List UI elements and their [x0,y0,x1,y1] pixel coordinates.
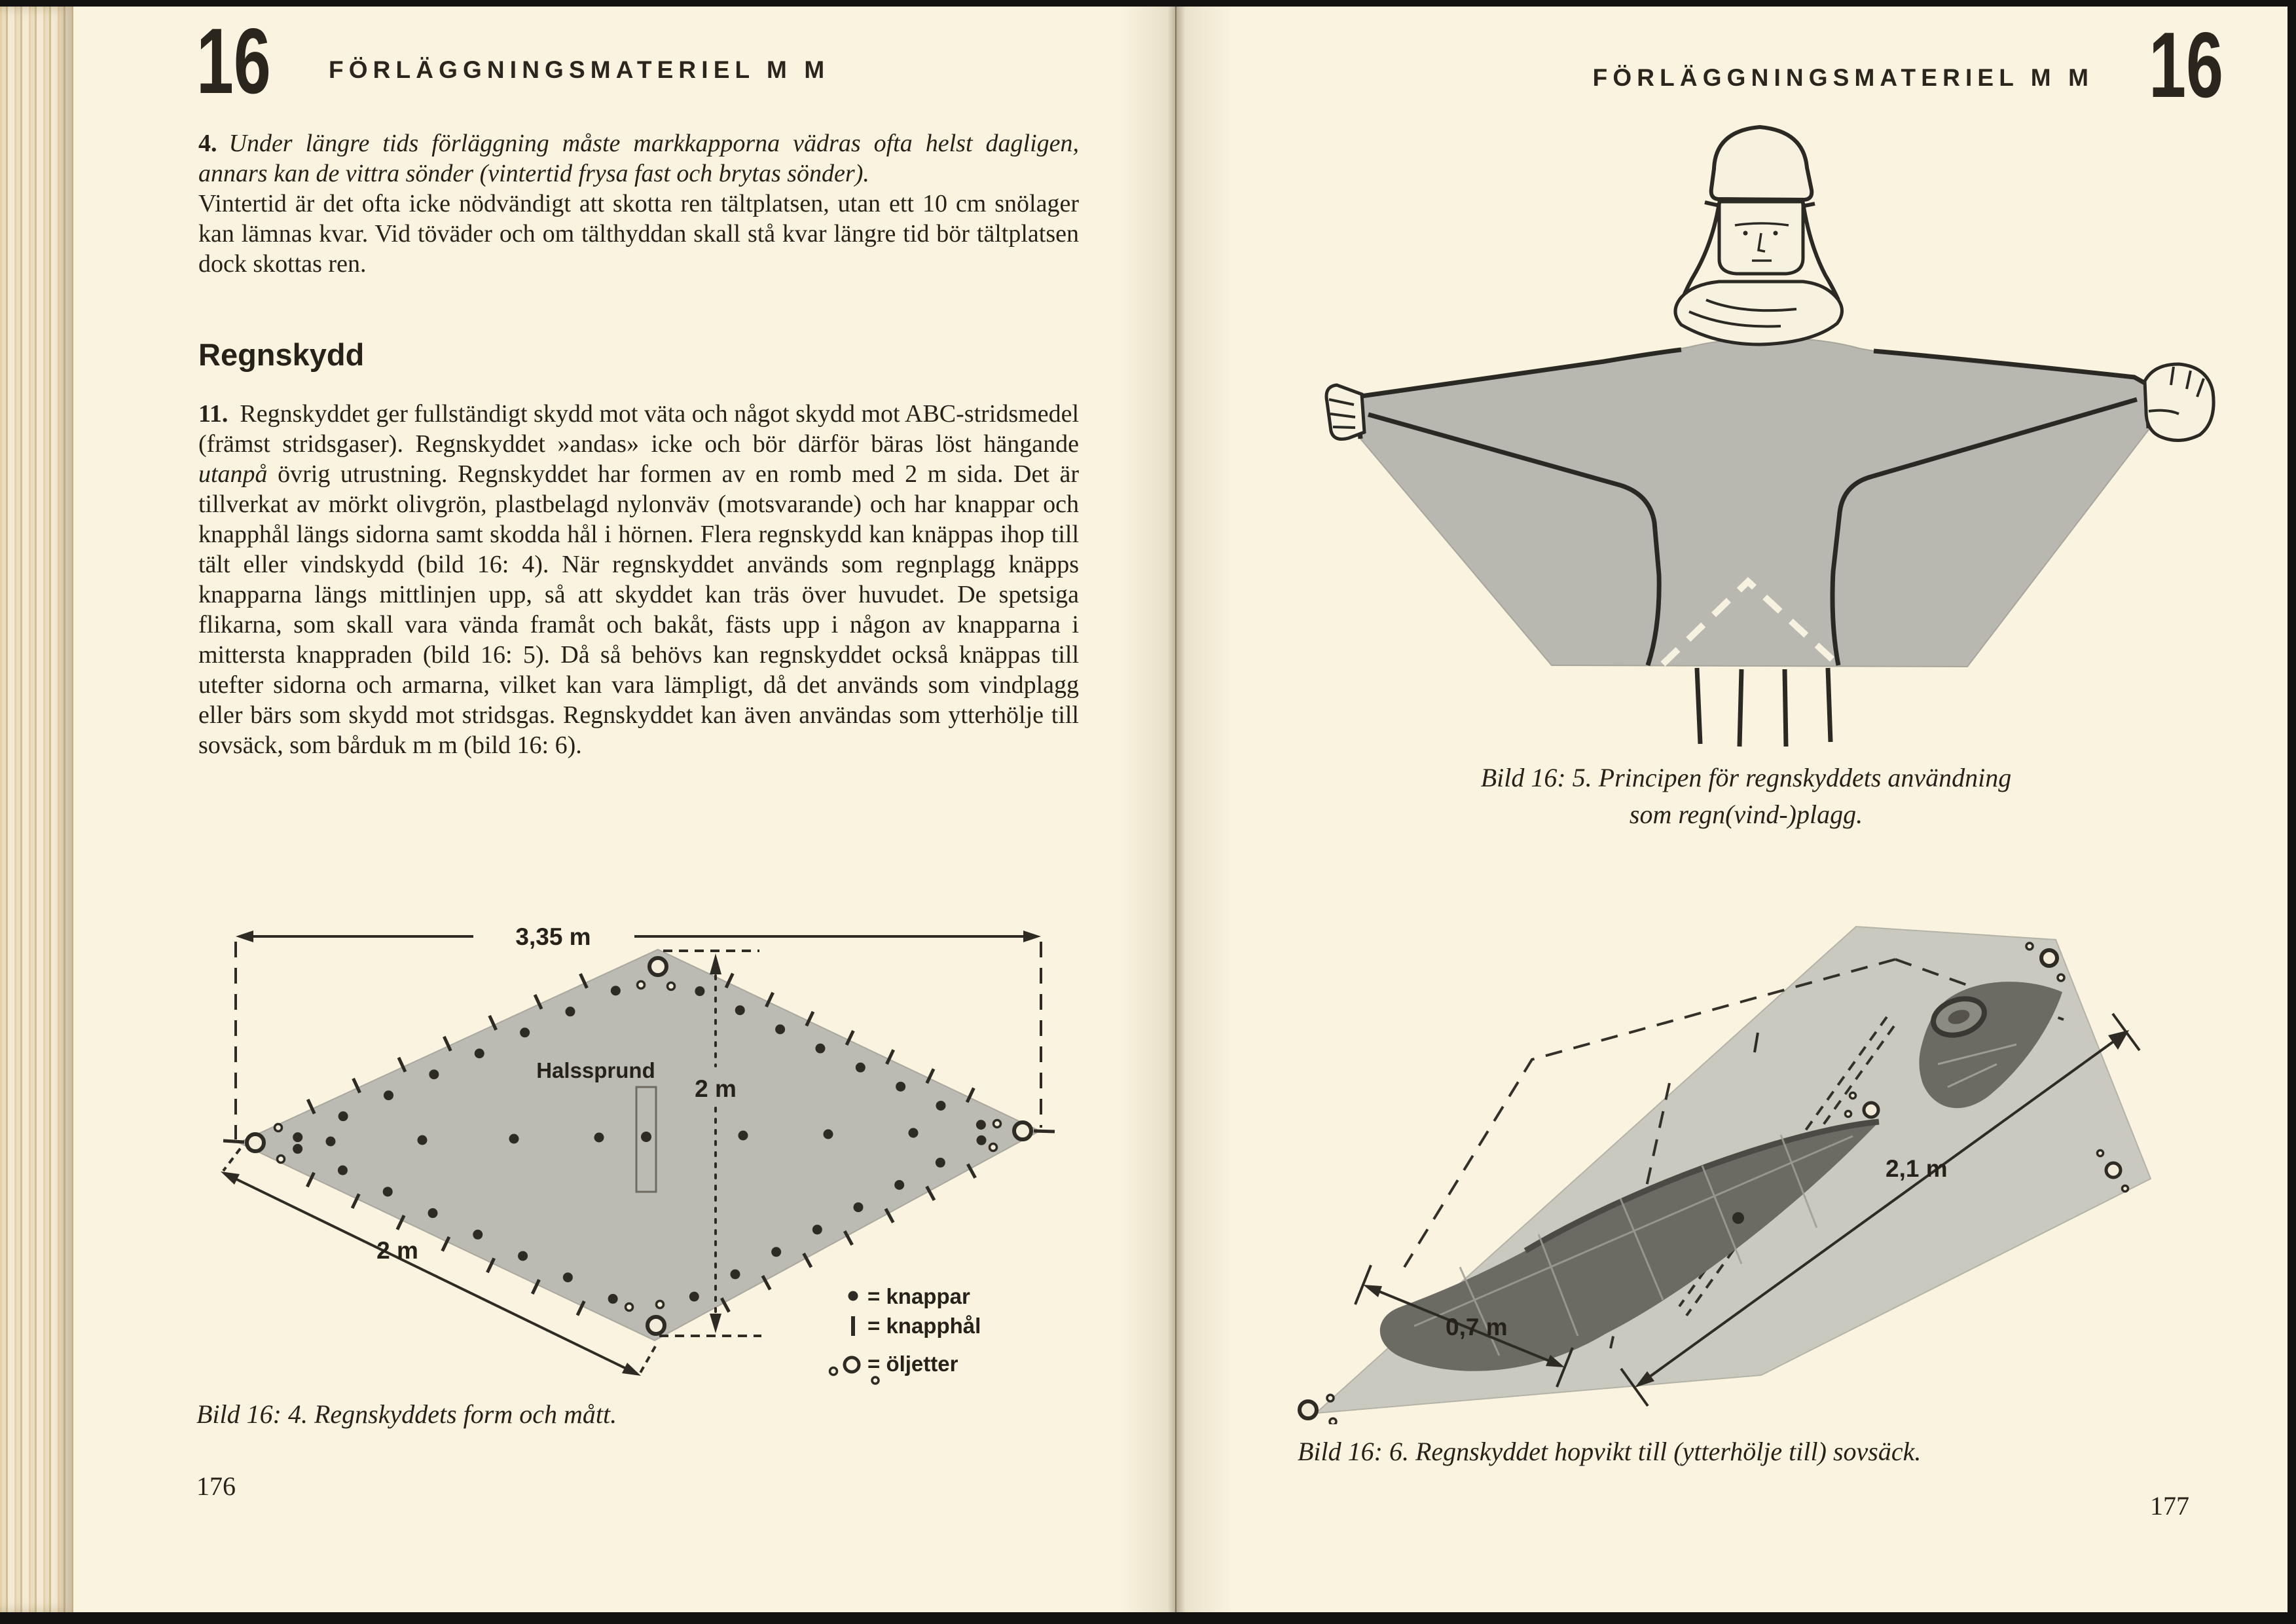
chapter-title: FÖRLÄGGNINGSMATERIEL M M [1592,64,2094,91]
arrow-up-icon [710,953,721,974]
left-hand [1326,385,1364,439]
figure-16-4-caption: Bild 16: 4. Regnskyddets form och mått. [196,1399,617,1429]
button-dot [520,1027,530,1037]
paragraph-4-number: 4. [198,130,217,157]
section-heading-regnskydd: Regnskydd [198,337,365,372]
paragraph-4-italic-text: Under längre tids förläggning måste markkapporna vädras ofta helst dagligen, annars kan de vittra sönder (vintertid frysa fast och brytas sönder). [198,130,1079,187]
width-dimension-label: 3,35 m [515,923,591,950]
button-dot [695,986,704,996]
scarf [1675,282,1842,344]
button-dot [976,1135,986,1145]
figure-16-5-caption [1281,760,2211,833]
arrow-downright-icon [622,1363,641,1376]
diagram-legend [830,1284,981,1384]
gutter-line [1175,7,1176,1612]
button-dot [384,1090,393,1100]
button-dot [1732,1212,1744,1224]
head [1675,127,1842,344]
paragraph-4-roman [198,189,1079,279]
neck-slit-label: Halssprund [536,1058,655,1082]
left-page-header [196,9,830,113]
button-dot [856,1063,866,1073]
legend-buttons-label: = knappar [867,1284,970,1308]
right-page-header [1592,13,2223,117]
button-dot [894,1180,904,1190]
book-spread [0,7,2287,1612]
eyelet-small-icon [872,1377,879,1384]
button-dot [428,1208,437,1218]
button-dot [976,1120,986,1130]
button-dot [936,1101,946,1111]
chapter-number: 16 [196,9,271,113]
button-dot [429,1069,439,1079]
button-dot [293,1144,302,1154]
button-dot [689,1292,699,1302]
paragraph-4-roman-text: Vintertid är det ofta icke nödvändigt att skotta ren tältplatsen, utan ett 10 cm snölager kan lämnas kvar. Vid töväder och om tälthyddan skall stå kvar längre tid bör tältplatsen dock skottas ren. [198,190,1079,278]
button-dot [611,986,621,995]
page-number-right: 177 [2150,1491,2189,1521]
book-fore-edge [0,7,73,1612]
arrow-left-icon [236,931,253,942]
height-dimension-label: 2 m [695,1075,737,1102]
paragraph-11 [198,399,1079,760]
paragraph-11-number: 11. [198,400,228,428]
button-dot [293,1132,302,1142]
button-dot [563,1272,573,1282]
figure-16-6-caption: Bild 16: 6. Regnskyddet hopvikt till (ytterhölje till) sovsäck. [1298,1437,1922,1466]
button-dot [608,1294,618,1304]
figure-16-5-caption-line2: som regn(vind-)plagg. [1629,800,1863,829]
eye-right [1774,231,1778,236]
figure-16-6-illustration [1264,848,2265,1424]
legs [1697,668,1831,747]
button-dot [565,1006,575,1016]
page-right [1176,7,2287,1612]
button-dot [383,1187,393,1196]
legend-eyelets-label: = öljetter [867,1352,958,1376]
button-dot [735,1005,745,1015]
eyelet-small-icon [830,1368,837,1375]
button-dot [338,1166,348,1175]
button-dot [771,1247,781,1257]
button-dot [775,1024,785,1034]
paragraph-4-italic [198,128,1079,189]
rain-cover-rhombus [239,950,1040,1340]
figure-16-5-illustration [1322,103,2239,758]
long-dimension-label: 2,1 m [1886,1155,1948,1182]
cap [1711,127,1812,200]
legend-buttonholes-label: = knapphål [867,1314,981,1338]
paragraph-11-text-a: Regnskyddet ger fullständigt skydd mot väta och något skydd mot ABC-stridsmedel (främst stridsgaser). Regnskyddet »andas» icke och bör därför bäras löst hängande [198,400,1079,458]
arrow-upleft-icon [221,1172,240,1185]
figure-16-4-diagram [167,910,1084,1388]
page-number-left: 176 [196,1471,236,1501]
chapter-number: 16 [2149,13,2223,117]
arrow-right-icon [1023,931,1041,942]
button-dot [475,1048,484,1058]
short-dimension-label: 0,7 m [1446,1314,1508,1340]
button-dot [730,1269,740,1279]
button-dot [815,1044,825,1054]
eye-left [1743,231,1748,236]
paragraph-11-italic-word: utanpå [198,460,268,488]
button-dot [853,1202,863,1212]
arrow-upleft-icon [1363,1285,1382,1297]
left-text-column [198,128,1079,760]
button-dot [473,1230,483,1240]
eyelet-icon [845,1357,859,1372]
button-dot [896,1082,905,1092]
right-hand [2145,364,2214,441]
button-dot [518,1251,528,1261]
poncho-shape [1357,338,2149,667]
arrow-down-icon [710,1314,721,1333]
button-icon [848,1291,858,1301]
button-dot [812,1225,822,1234]
side-dimension-label: 2 m [376,1237,418,1264]
figure-16-5-caption-line1: Bild 16: 5. Principen för regnskyddets användning [1480,763,2012,792]
button-dot [936,1158,945,1168]
page-left [0,7,1176,1612]
button-dot [338,1111,348,1121]
paragraph-11-text-b: övrig utrustning. Regnskyddet har formen av en romb med 2 m sida. Det är tillverkat av mörkt olivgrön, plastbelagd nylonväv (motsvarande) och har knappar och knapphål längs sidorna samt skodda hål i hörnen. Flera regnskydd kan knäppas ihop till tält eller vindskydd (bild 16: 4). När regnskyddet används som regnplagg knäpps knapparna längs mittlinjen upp, så att skyddet kan träs över huvudet. De spetsiga flikarna, som skall vara vända framåt och bakåt, fästs upp i någon av knapparna i mittersta knappraden (bild 16: 5). Då så behövs kan regnskyddet också knäppas till utefter sidorna och armarna, vilket kan vara lämpligt, då det används som vindplagg eller bärs som skydd mot stridsgas. Regnskyddet kan även användas som ytterhölje till sovsäck, som bårduk m m (bild 16: 6). [198,460,1079,759]
chapter-title: FÖRLÄGGNINGSMATERIEL M M [328,56,830,83]
